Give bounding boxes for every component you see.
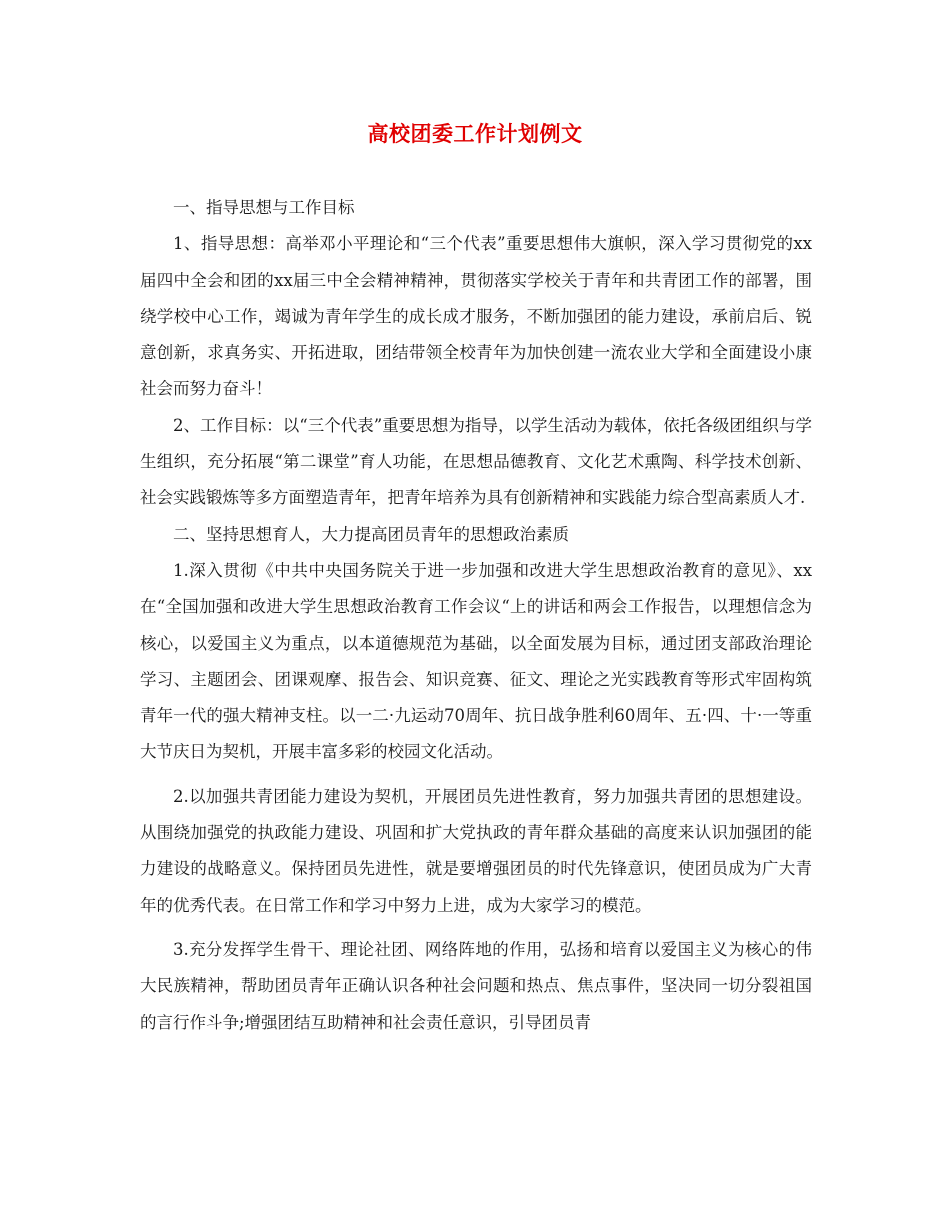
section-1-paragraph-2: 2、工作目标：以“三个代表”重要思想为指导，以学生活动为载体，依托各级团组织与学生组织，充分拓展“第二课堂”育人功能，在思想品德教育、文化艺术熏陶、科学技术创新、社会实践锻炼等多方面塑造青年，把青年培养为具有创新精神和实践能力综合型高素质人才. — [140, 415, 812, 508]
section-1-heading: 一、指导思想与工作目标 — [173, 198, 355, 217]
section-1-paragraph-1: 1、指导思想：高举邓小平理论和“三个代表”重要思想伟大旗帜，深入学习贯彻党的xx届四中全会和团的xx届三中全会精神精神，贯彻落实学校关于青年和共青团工作的部署，围绕学校中心工作，竭诚为青年学生的成长成才服务，不断加强团的能力建设，承前启后、锐意创新，求真务实、开拓进取，团结带领全校青年为加快创建一流农业大学和全面建设小康社会而努力奋斗！ — [140, 234, 812, 399]
document-body — [140, 190, 812, 1041]
section-2-heading: 二、坚持思想育人，大力提高团员青年的思想政治素质 — [173, 524, 569, 544]
paragraph-gap — [140, 924, 812, 932]
section-2-paragraph-3: 3.充分发挥学生骨干、理论社团、网络阵地的作用，弘扬和培育以爱国主义为核心的伟大民族精神，帮助团员青年正确认识各种社会问题和热点、焦点事件，坚决同一切分裂祖国的言行作斗争;增强团结互助精神和社会责任意识，引导团员青 — [140, 939, 812, 1032]
paragraph-gap — [140, 771, 812, 779]
section-2-paragraph-2: 2.以加强共青团能力建设为契机，开展团员先进性教育，努力加强共青团的思想建设。从围绕加强党的执政能力建设、巩固和扩大党执政的青年群众基础的高度来认识加强团的能力建设的战略意义。保持团员先进性，就是要增强团员的时代先锋意识，使团员成为广大青年的优秀代表。在日常工作和学习中努力上进，成为大家学习的模范。 — [140, 786, 812, 915]
document-title: 高校团委工作计划例文 — [367, 121, 583, 146]
section-2-paragraph-1: 1.深入贯彻《中共中央国务院关于进一步加强和改进大学生思想政治教育的意见》、xx在“全国加强和改进大学生思想政治教育工作会议“上的讲话和两会工作报告，以理想信念为核心，以爱国主义为重点，以本道德规范为基础，以全面发展为目标，通过团支部政治理论学习、主题团会、团课观摩、报告会、知识竞赛、征文、理论之光实践教育等形式牢固构筑青年一代的强大精神支柱。以一二·九运动70周年、抗日战争胜利60周年、五·四、十·一等重大节庆日为契机，开展丰富多彩的校园文化活动。 — [140, 560, 812, 762]
